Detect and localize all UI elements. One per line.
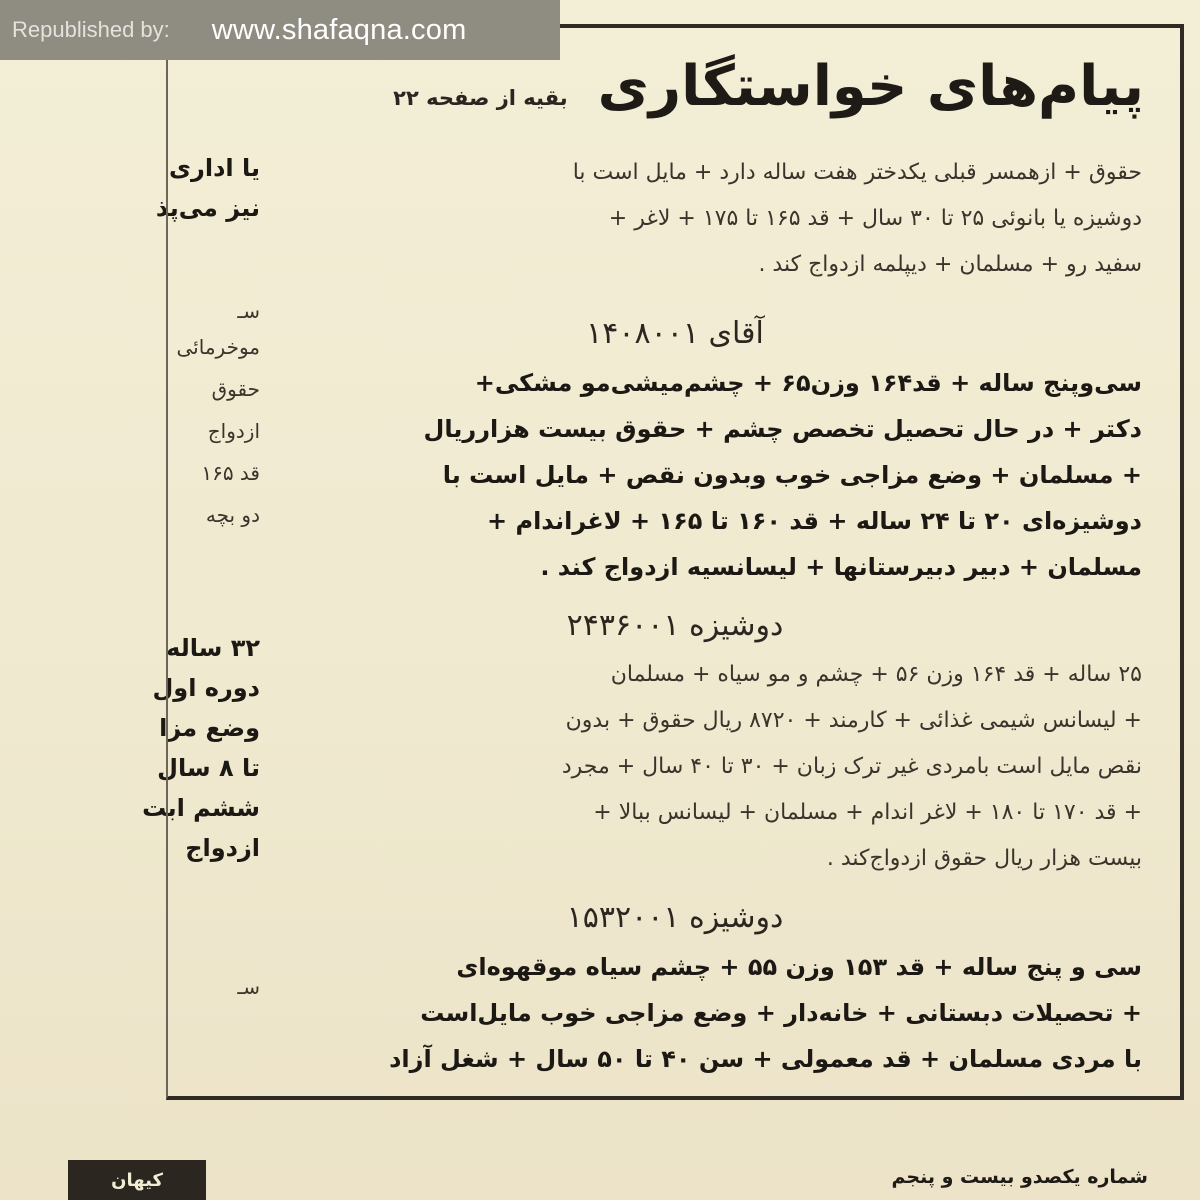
ad-heading-1408001: آقای ۱۴۰۸۰۰۱ <box>586 316 764 351</box>
ad-heading-2436001: دوشیزه ۲۴۳۶۰۰۱ <box>566 608 784 643</box>
ad-line: ۲۵ ساله + قد ۱۶۴ وزن ۵۶ + چشم و مو سیاه + مسلمان <box>610 662 1142 687</box>
watermark-bar <box>0 0 560 60</box>
ad-line: بیست هزار ریال حقوق ازدواج‌کند . <box>826 846 1142 871</box>
ad-line: + لیسانس شیمی غذائی + کارمند + ۸۷۲۰ ریال حقوق + بدون <box>565 708 1142 733</box>
left-column-line: تا ۸ سال <box>157 754 260 782</box>
watermark-url: www.shafaqna.com <box>211 13 467 46</box>
continued-from-label: بقیه از صفحه ۲۲ <box>393 86 568 110</box>
watermark-label: Republished by: <box>12 17 170 42</box>
ad-line: + تحصیلات دبستانی + خانه‌دار + وضع مزاجی خوب مایل‌است <box>420 999 1142 1027</box>
left-column-line: دوره اول <box>152 674 260 702</box>
ad-line: مسلمان + دبیر دبیرستانها + لیسانسیه ازدواج کند . <box>540 553 1142 581</box>
article-title: پیام‌های خواستگاری <box>597 54 1144 119</box>
ad-line: دوشیزه‌ای ۲۰ تا ۲۴ ساله + قد ۱۶۰ تا ۱۶۵ + لاغراندام + <box>487 507 1142 535</box>
article-header <box>393 54 1144 119</box>
issue-number: شماره‌ یکصدو بیست و پنجم <box>891 1166 1148 1188</box>
ad-heading-1532001: دوشیزه ۱۵۳۲۰۰۱ <box>566 900 784 935</box>
left-column-block-3 <box>0 628 260 868</box>
newspaper-logo: کیهان <box>68 1160 206 1200</box>
left-column-block-2 <box>0 296 260 536</box>
left-column-line: ششم ابت <box>142 794 260 822</box>
ad-continuation <box>192 150 1142 288</box>
ad-1532001 <box>192 944 1142 1082</box>
ad-line: سی و پنج ساله + قد ۱۵۳ وزن ۵۵ + چشم سیاه موقهوه‌ای <box>456 953 1142 981</box>
left-column-block-4 <box>0 966 260 1008</box>
left-column-line: حقوق <box>211 377 260 401</box>
left-column-block-1 <box>0 148 260 228</box>
ad-line: با مردی مسلمان + قد معمولی + سن ۴۰ تا ۵۰ سال + شغل آزاد <box>389 1045 1142 1073</box>
left-column-line: موخرمائی <box>176 335 260 359</box>
left-column-line: وضع مزا <box>159 714 260 742</box>
ad-line: + مسلمان + وضع مزاجی خوب وبدون نقص + مایل است با <box>442 461 1142 489</box>
ad-line: سفید رو + مسلمان + دیپلمه ازدواج کند . <box>758 252 1142 277</box>
left-column-line: سـ <box>237 975 260 999</box>
ad-line: دکتر + در حال تحصیل تخصص چشم + حقوق بیست هزارریال <box>423 415 1142 443</box>
left-column-line: ۳۲ ساله <box>166 634 260 662</box>
left-column-line: ازدواج <box>185 834 260 862</box>
ad-line: سی‌وپنج ساله + قد۱۶۴ وزن۶۵ + چشم‌میشی‌مو مشکی+ <box>474 369 1142 397</box>
ad-line: + قد ۱۷۰ تا ۱۸۰ + لاغر اندام + مسلمان + لیسانس ببالا + <box>593 800 1142 825</box>
left-column-line: سـ <box>237 299 260 323</box>
left-column-line: نیز می‌پذ <box>155 194 260 222</box>
left-column-line: دو بچه <box>205 503 260 527</box>
ad-line: نقص مایل است بامردی غیر ترک زبان + ۳۰ تا ۴۰ سال + مجرد <box>561 754 1142 779</box>
ad-line: حقوق + ازهمسر قبلی یکدختر هفت ساله دارد + مایل است با <box>572 160 1142 185</box>
left-column-line: قد ۱۶۵ <box>201 461 260 485</box>
ad-line: دوشیزه یا بانوئی ۲۵ تا ۳۰ سال + قد ۱۶۵ تا ۱۷۵ + لاغر + <box>608 206 1142 231</box>
ad-1408001 <box>192 360 1142 590</box>
left-column-line: ازدواج <box>207 419 260 443</box>
left-column-line: یا اداری <box>169 154 260 182</box>
ad-2436001 <box>192 652 1142 882</box>
